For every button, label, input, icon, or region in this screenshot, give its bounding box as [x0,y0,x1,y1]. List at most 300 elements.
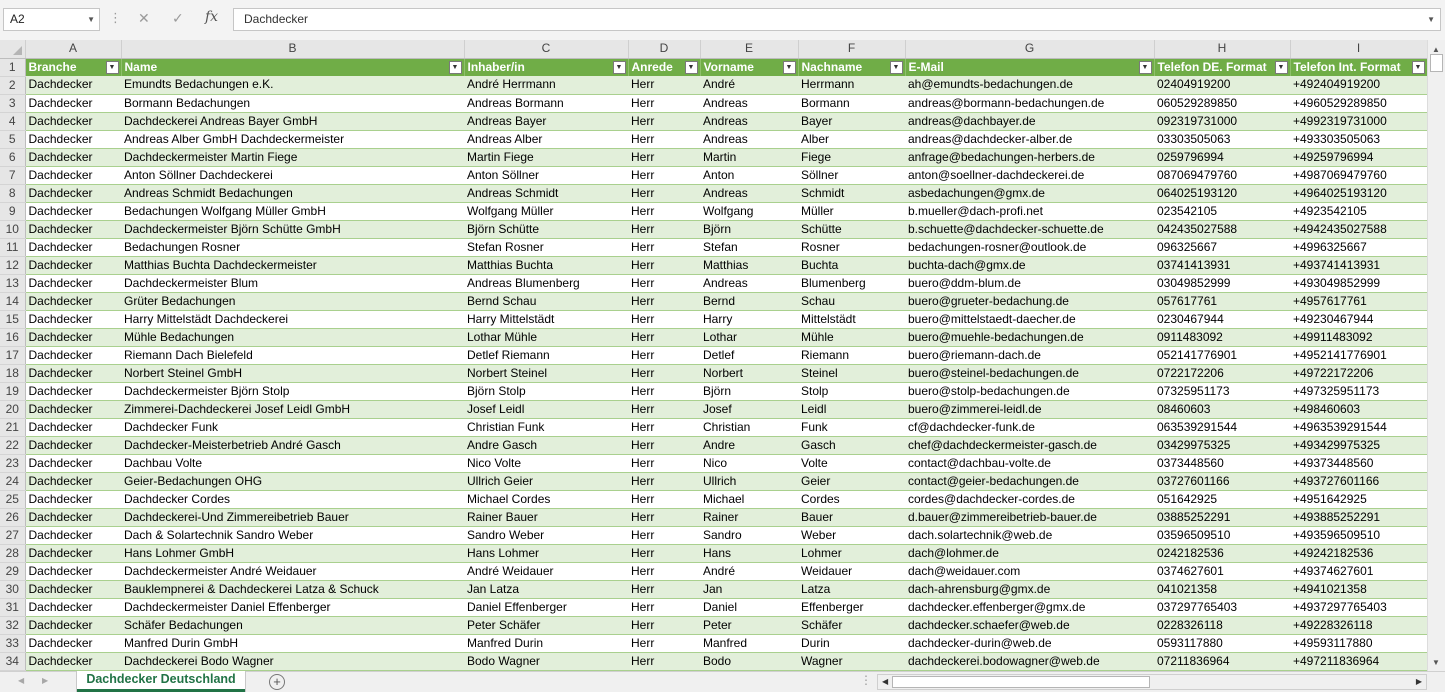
row-header[interactable]: 6 [0,148,25,166]
table-cell[interactable]: +498460603 [1290,400,1427,418]
table-cell[interactable]: Riemann [798,346,905,364]
table-cell[interactable]: Matthias Buchta [464,256,628,274]
table-cell[interactable]: Söllner [798,166,905,184]
table-cell[interactable]: Riemann Dach Bielefeld [121,346,464,364]
name-box[interactable] [3,8,100,31]
table-cell[interactable]: contact@dachbau-volte.de [905,454,1154,472]
table-cell[interactable]: Detlef [700,346,798,364]
filter-dropdown-icon[interactable]: ▼ [106,61,119,74]
table-cell[interactable]: +49911483092 [1290,328,1427,346]
add-sheet-icon[interactable]: + [269,674,285,690]
table-cell[interactable]: André Herrmann [464,76,628,94]
table-cell[interactable]: +4957617761 [1290,292,1427,310]
vertical-scroll-thumb[interactable] [1430,54,1443,72]
table-cell[interactable]: Herr [628,652,700,670]
table-cell[interactable]: +4987069479760 [1290,166,1427,184]
table-cell[interactable]: +493741413931 [1290,256,1427,274]
table-cell[interactable]: Herr [628,166,700,184]
table-cell[interactable]: Daniel [700,598,798,616]
table-cell[interactable]: Herr [628,76,700,94]
table-cell[interactable]: Manfred Durin GmbH [121,634,464,652]
table-cell[interactable]: Dachdecker [25,76,121,94]
filter-dropdown-icon[interactable]: ▼ [1275,61,1288,74]
table-cell[interactable]: Dachdecker [25,418,121,436]
table-cell[interactable]: Herr [628,292,700,310]
table-cell[interactable]: Volte [798,454,905,472]
table-cell[interactable]: Dachdecker [25,616,121,634]
split-handle-icon[interactable]: ⋮ [860,673,872,687]
table-cell[interactable]: Bodo Wagner [464,652,628,670]
table-cell[interactable]: Dachdecker [25,652,121,670]
table-cell[interactable]: Herr [628,400,700,418]
column-header-g[interactable]: G [905,40,1154,58]
table-cell[interactable]: Grüter Bedachungen [121,292,464,310]
table-cell[interactable]: Müller [798,202,905,220]
column-header-d[interactable]: D [628,40,700,58]
table-cell[interactable]: Dachdecker [25,634,121,652]
row-header[interactable]: 26 [0,508,25,526]
table-header-cell[interactable] [628,58,700,76]
table-cell[interactable]: Dachdecker [25,526,121,544]
table-cell[interactable]: Peter [700,616,798,634]
row-header[interactable]: 34 [0,652,25,670]
row-header[interactable]: 27 [0,526,25,544]
table-cell[interactable]: +4937297765403 [1290,598,1427,616]
table-cell[interactable]: Herr [628,454,700,472]
table-cell[interactable]: Fiege [798,148,905,166]
table-cell[interactable]: Bormann [798,94,905,112]
table-cell[interactable]: buero@steinel-bedachungen.de [905,364,1154,382]
table-cell[interactable]: Herr [628,562,700,580]
table-cell[interactable]: +4952141776901 [1290,346,1427,364]
table-cell[interactable]: Blumenberg [798,274,905,292]
table-cell[interactable]: Schau [798,292,905,310]
table-cell[interactable]: Latza [798,580,905,598]
chevron-down-icon[interactable]: ▼ [87,15,95,24]
table-cell[interactable]: Andre [700,436,798,454]
scroll-left-icon[interactable]: ◀ [882,677,889,686]
row-header[interactable]: 14 [0,292,25,310]
table-header-cell[interactable] [700,58,798,76]
table-cell[interactable]: +49228326118 [1290,616,1427,634]
row-header[interactable]: 9 [0,202,25,220]
column-header-a[interactable]: A [25,40,121,58]
table-cell[interactable]: Nico Volte [464,454,628,472]
table-cell[interactable]: Matthias [700,256,798,274]
table-cell[interactable]: Dachdecker Cordes [121,490,464,508]
table-cell[interactable]: 087069479760 [1154,166,1290,184]
row-header[interactable]: 11 [0,238,25,256]
table-cell[interactable]: Dachdeckermeister Martin Fiege [121,148,464,166]
table-cell[interactable]: 052141776901 [1154,346,1290,364]
table-cell[interactable]: Sandro Weber [464,526,628,544]
filter-dropdown-icon[interactable]: ▼ [783,61,796,74]
table-cell[interactable]: Mittelstädt [798,310,905,328]
table-cell[interactable]: 0242182536 [1154,544,1290,562]
table-cell[interactable]: Herr [628,130,700,148]
table-cell[interactable]: Funk [798,418,905,436]
table-cell[interactable]: buero@zimmerei-leidl.de [905,400,1154,418]
table-cell[interactable]: andreas@dachdecker-alber.de [905,130,1154,148]
sheet-nav-right-icon[interactable]: ▶ [42,676,49,685]
row-header[interactable]: 18 [0,364,25,382]
table-cell[interactable]: Hans Lohmer GmbH [121,544,464,562]
table-cell[interactable]: +49259796994 [1290,148,1427,166]
table-cell[interactable]: Leidl [798,400,905,418]
table-cell[interactable]: Dachdeckerei-Und Zimmereibetrieb Bauer [121,508,464,526]
table-cell[interactable]: dach-ahrensburg@gmx.de [905,580,1154,598]
table-cell[interactable]: Björn Stolp [464,382,628,400]
table-cell[interactable]: Dachdecker [25,184,121,202]
table-cell[interactable]: Sandro [700,526,798,544]
table-cell[interactable]: Dach & Solartechnik Sandro Weber [121,526,464,544]
table-cell[interactable]: Lothar Mühle [464,328,628,346]
table-cell[interactable]: Dachdeckerei Bodo Wagner [121,652,464,670]
horizontal-scroll-thumb[interactable] [892,676,1150,688]
table-cell[interactable]: Dachdecker [25,544,121,562]
table-cell[interactable]: Detlef Riemann [464,346,628,364]
table-cell[interactable]: Peter Schäfer [464,616,628,634]
table-cell[interactable]: Ullrich Geier [464,472,628,490]
table-cell[interactable]: 060529289850 [1154,94,1290,112]
table-cell[interactable]: 037297765403 [1154,598,1290,616]
table-cell[interactable]: Herr [628,508,700,526]
table-cell[interactable]: andreas@dachbayer.de [905,112,1154,130]
table-cell[interactable]: Herr [628,94,700,112]
table-cell[interactable]: +493727601166 [1290,472,1427,490]
table-cell[interactable]: 0230467944 [1154,310,1290,328]
table-cell[interactable]: dachdecker-durin@web.de [905,634,1154,652]
table-cell[interactable]: Dachdeckerei Andreas Bayer GmbH [121,112,464,130]
table-cell[interactable]: 03429975325 [1154,436,1290,454]
table-cell[interactable]: Norbert [700,364,798,382]
table-cell[interactable]: Dachdecker [25,310,121,328]
column-header-h[interactable]: H [1154,40,1290,58]
table-header-cell[interactable] [798,58,905,76]
table-cell[interactable]: Harry [700,310,798,328]
table-cell[interactable]: Herr [628,184,700,202]
table-cell[interactable]: Dachdecker [25,346,121,364]
table-cell[interactable]: Herr [628,526,700,544]
table-cell[interactable]: 051642925 [1154,490,1290,508]
table-cell[interactable]: Matthias Buchta Dachdeckermeister [121,256,464,274]
table-cell[interactable]: Bormann Bedachungen [121,94,464,112]
table-cell[interactable]: Dachdecker [25,382,121,400]
table-cell[interactable]: 092319731000 [1154,112,1290,130]
table-cell[interactable]: anton@soellner-dachdeckerei.de [905,166,1154,184]
table-cell[interactable]: Dachdecker [25,364,121,382]
table-cell[interactable]: Rainer [700,508,798,526]
table-cell[interactable]: Effenberger [798,598,905,616]
table-cell[interactable]: 0259796994 [1154,148,1290,166]
table-cell[interactable]: 03741413931 [1154,256,1290,274]
table-cell[interactable]: +4992319731000 [1290,112,1427,130]
table-cell[interactable]: Bedachungen Rosner [121,238,464,256]
table-cell[interactable]: Herr [628,436,700,454]
table-cell[interactable]: +4996325667 [1290,238,1427,256]
table-cell[interactable]: dach.solartechnik@web.de [905,526,1154,544]
table-cell[interactable]: Cordes [798,490,905,508]
row-header[interactable]: 2 [0,76,25,94]
table-cell[interactable]: Andreas Bormann [464,94,628,112]
table-cell[interactable]: 064025193120 [1154,184,1290,202]
table-cell[interactable]: 0593117880 [1154,634,1290,652]
table-cell[interactable]: Herr [628,202,700,220]
row-header[interactable]: 21 [0,418,25,436]
table-cell[interactable]: 096325667 [1154,238,1290,256]
table-cell[interactable]: Herr [628,148,700,166]
table-cell[interactable]: +4941021358 [1290,580,1427,598]
select-all-corner[interactable] [0,40,25,58]
table-header-cell[interactable] [464,58,628,76]
table-cell[interactable]: Manfred Durin [464,634,628,652]
table-cell[interactable]: 03727601166 [1154,472,1290,490]
table-cell[interactable]: bedachungen-rosner@outlook.de [905,238,1154,256]
table-header-cell[interactable] [905,58,1154,76]
table-cell[interactable]: Dachdecker [25,112,121,130]
row-header[interactable]: 4 [0,112,25,130]
row-header[interactable]: 7 [0,166,25,184]
row-header[interactable]: 32 [0,616,25,634]
table-cell[interactable]: Dachdecker [25,490,121,508]
table-cell[interactable]: Dachdecker-Meisterbetrieb André Gasch [121,436,464,454]
table-cell[interactable]: Nico [700,454,798,472]
table-cell[interactable]: +493303505063 [1290,130,1427,148]
table-cell[interactable]: Dachdecker [25,292,121,310]
table-cell[interactable]: 023542105 [1154,202,1290,220]
table-cell[interactable]: buero@muehle-bedachungen.de [905,328,1154,346]
table-cell[interactable]: b.mueller@dach-profi.net [905,202,1154,220]
table-cell[interactable]: +4964025193120 [1290,184,1427,202]
table-cell[interactable]: Dachdecker [25,256,121,274]
table-cell[interactable]: Weber [798,526,905,544]
table-cell[interactable]: Dachdecker [25,220,121,238]
spreadsheet-grid[interactable] [0,40,1427,671]
filter-dropdown-icon[interactable]: ▼ [613,61,626,74]
table-cell[interactable]: Harry Mittelstädt [464,310,628,328]
table-header-cell[interactable] [25,58,121,76]
formula-input[interactable] [233,8,1441,31]
table-cell[interactable]: Dachbau Volte [121,454,464,472]
scroll-down-icon[interactable]: ▼ [1432,658,1440,667]
table-cell[interactable]: Michael [700,490,798,508]
table-cell[interactable]: cf@dachdecker-funk.de [905,418,1154,436]
table-cell[interactable]: Herr [628,634,700,652]
table-cell[interactable]: cordes@dachdecker-cordes.de [905,490,1154,508]
table-cell[interactable]: Dachdecker Funk [121,418,464,436]
table-cell[interactable]: dachdecker.schaefer@web.de [905,616,1154,634]
row-header[interactable]: 25 [0,490,25,508]
table-cell[interactable]: Dachdecker [25,562,121,580]
table-cell[interactable]: Andreas [700,112,798,130]
table-cell[interactable]: 03596509510 [1154,526,1290,544]
table-cell[interactable]: Andre Gasch [464,436,628,454]
table-cell[interactable]: +4951642925 [1290,490,1427,508]
table-cell[interactable]: Schäfer Bedachungen [121,616,464,634]
table-cell[interactable]: Bernd [700,292,798,310]
table-cell[interactable]: 057617761 [1154,292,1290,310]
table-cell[interactable]: Dachdecker [25,580,121,598]
table-cell[interactable]: 0722172206 [1154,364,1290,382]
row-header[interactable]: 20 [0,400,25,418]
table-cell[interactable]: anfrage@bedachungen-herbers.de [905,148,1154,166]
table-cell[interactable]: Michael Cordes [464,490,628,508]
table-cell[interactable]: +49230467944 [1290,310,1427,328]
scroll-right-icon[interactable]: ▶ [1415,677,1422,686]
table-cell[interactable]: Stefan Rosner [464,238,628,256]
row-header[interactable]: 33 [0,634,25,652]
column-header-f[interactable]: F [798,40,905,58]
row-header[interactable]: 17 [0,346,25,364]
table-cell[interactable]: 063539291544 [1154,418,1290,436]
table-cell[interactable]: 042435027588 [1154,220,1290,238]
table-cell[interactable]: Andreas Bayer [464,112,628,130]
table-cell[interactable]: 02404919200 [1154,76,1290,94]
table-cell[interactable]: 03303505063 [1154,130,1290,148]
table-cell[interactable]: +4942435027588 [1290,220,1427,238]
table-cell[interactable]: Andreas Schmidt Bedachungen [121,184,464,202]
table-cell[interactable]: +492404919200 [1290,76,1427,94]
table-cell[interactable]: Bodo [700,652,798,670]
table-cell[interactable]: 0911483092 [1154,328,1290,346]
table-cell[interactable]: Dachdecker [25,148,121,166]
table-cell[interactable]: Lohmer [798,544,905,562]
table-cell[interactable]: Dachdecker [25,598,121,616]
table-cell[interactable]: Herr [628,220,700,238]
table-cell[interactable]: Anton Söllner Dachdeckerei [121,166,464,184]
table-cell[interactable]: Dachdeckermeister André Weidauer [121,562,464,580]
table-cell[interactable]: Dachdecker [25,274,121,292]
table-cell[interactable]: Dachdecker [25,202,121,220]
table-cell[interactable]: 03885252291 [1154,508,1290,526]
table-cell[interactable]: Geier [798,472,905,490]
table-cell[interactable]: +493429975325 [1290,436,1427,454]
table-cell[interactable]: b.schuette@dachdecker-schuette.de [905,220,1154,238]
table-cell[interactable]: Dachdecker [25,400,121,418]
row-header[interactable]: 3 [0,94,25,112]
table-cell[interactable]: Emundts Bedachungen e.K. [121,76,464,94]
table-cell[interactable]: Martin [700,148,798,166]
row-header[interactable]: 23 [0,454,25,472]
row-header[interactable]: 13 [0,274,25,292]
table-cell[interactable]: Herr [628,328,700,346]
table-cell[interactable]: André Weidauer [464,562,628,580]
table-cell[interactable]: Dachdeckermeister Björn Schütte GmbH [121,220,464,238]
table-cell[interactable]: 0374627601 [1154,562,1290,580]
table-cell[interactable]: +4960529289850 [1290,94,1427,112]
table-cell[interactable]: Weidauer [798,562,905,580]
table-cell[interactable]: asbedachungen@gmx.de [905,184,1154,202]
row-header[interactable]: 5 [0,130,25,148]
table-cell[interactable]: Rosner [798,238,905,256]
sheet-nav-left-icon[interactable]: ◀ [18,676,25,685]
table-cell[interactable]: dachdeckerei.bodowagner@web.de [905,652,1154,670]
table-cell[interactable]: Bayer [798,112,905,130]
table-header-cell[interactable] [1154,58,1290,76]
table-header-cell[interactable] [121,58,464,76]
table-cell[interactable]: +493596509510 [1290,526,1427,544]
table-cell[interactable]: Herr [628,112,700,130]
row-header[interactable]: 19 [0,382,25,400]
table-cell[interactable]: 08460603 [1154,400,1290,418]
table-cell[interactable]: Herr [628,274,700,292]
filter-dropdown-icon[interactable]: ▼ [1412,61,1425,74]
table-cell[interactable]: Stefan [700,238,798,256]
table-cell[interactable]: Bedachungen Wolfgang Müller GmbH [121,202,464,220]
table-cell[interactable]: Andreas Schmidt [464,184,628,202]
table-cell[interactable]: buero@grueter-bedachung.de [905,292,1154,310]
table-cell[interactable]: Christian [700,418,798,436]
table-cell[interactable]: Hans Lohmer [464,544,628,562]
table-cell[interactable]: Björn [700,382,798,400]
table-cell[interactable]: Mühle Bedachungen [121,328,464,346]
table-cell[interactable]: Mühle [798,328,905,346]
table-cell[interactable]: Bauklempnerei & Dachdeckerei Latza & Schuck [121,580,464,598]
table-cell[interactable]: buero@mittelstaedt-daecher.de [905,310,1154,328]
table-cell[interactable]: André [700,562,798,580]
table-cell[interactable]: Martin Fiege [464,148,628,166]
sheet-tab-dachdecker-deutschland[interactable]: Dachdecker Deutschland [77,671,245,692]
table-cell[interactable]: +4963539291544 [1290,418,1427,436]
table-cell[interactable]: Wolfgang [700,202,798,220]
table-cell[interactable]: +493049852999 [1290,274,1427,292]
table-cell[interactable]: 07325951173 [1154,382,1290,400]
row-header[interactable]: 12 [0,256,25,274]
table-cell[interactable]: Andreas [700,184,798,202]
table-cell[interactable]: Herr [628,346,700,364]
table-cell[interactable]: Anton [700,166,798,184]
check-icon[interactable]: ✓ [172,10,184,26]
table-cell[interactable]: Herr [628,310,700,328]
insert-function-icon[interactable]: fx [205,9,219,25]
table-cell[interactable]: André [700,76,798,94]
table-cell[interactable]: Schäfer [798,616,905,634]
table-cell[interactable]: Dachdecker [25,166,121,184]
table-cell[interactable]: Herr [628,364,700,382]
table-cell[interactable]: +493885252291 [1290,508,1427,526]
row-header[interactable]: 1 [0,58,25,76]
table-cell[interactable]: Dachdeckermeister Daniel Effenberger [121,598,464,616]
table-cell[interactable]: d.bauer@zimmereibetrieb-bauer.de [905,508,1154,526]
table-cell[interactable]: Alber [798,130,905,148]
table-cell[interactable]: Josef [700,400,798,418]
vertical-scrollbar[interactable] [1427,40,1445,671]
table-cell[interactable]: contact@geier-bedachungen.de [905,472,1154,490]
table-cell[interactable]: +4923542105 [1290,202,1427,220]
table-cell[interactable]: Schütte [798,220,905,238]
table-cell[interactable]: Dachdecker [25,508,121,526]
scroll-up-icon[interactable]: ▲ [1432,45,1440,54]
table-cell[interactable]: Herr [628,580,700,598]
table-cell[interactable]: Dachdecker [25,238,121,256]
table-cell[interactable]: +49722172206 [1290,364,1427,382]
table-cell[interactable]: dach@weidauer.com [905,562,1154,580]
table-cell[interactable]: Herr [628,238,700,256]
table-cell[interactable]: Dachdecker [25,454,121,472]
table-cell[interactable]: Herr [628,418,700,436]
table-cell[interactable]: Herr [628,544,700,562]
table-cell[interactable]: +497211836964 [1290,652,1427,670]
chevron-down-icon[interactable]: ▼ [1427,15,1435,24]
table-cell[interactable]: Daniel Effenberger [464,598,628,616]
row-header[interactable]: 8 [0,184,25,202]
table-cell[interactable]: Dachdecker [25,472,121,490]
row-header[interactable]: 30 [0,580,25,598]
table-cell[interactable]: Dachdecker [25,328,121,346]
table-cell[interactable]: Andreas Alber [464,130,628,148]
table-cell[interactable]: Steinel [798,364,905,382]
table-cell[interactable]: Ullrich [700,472,798,490]
